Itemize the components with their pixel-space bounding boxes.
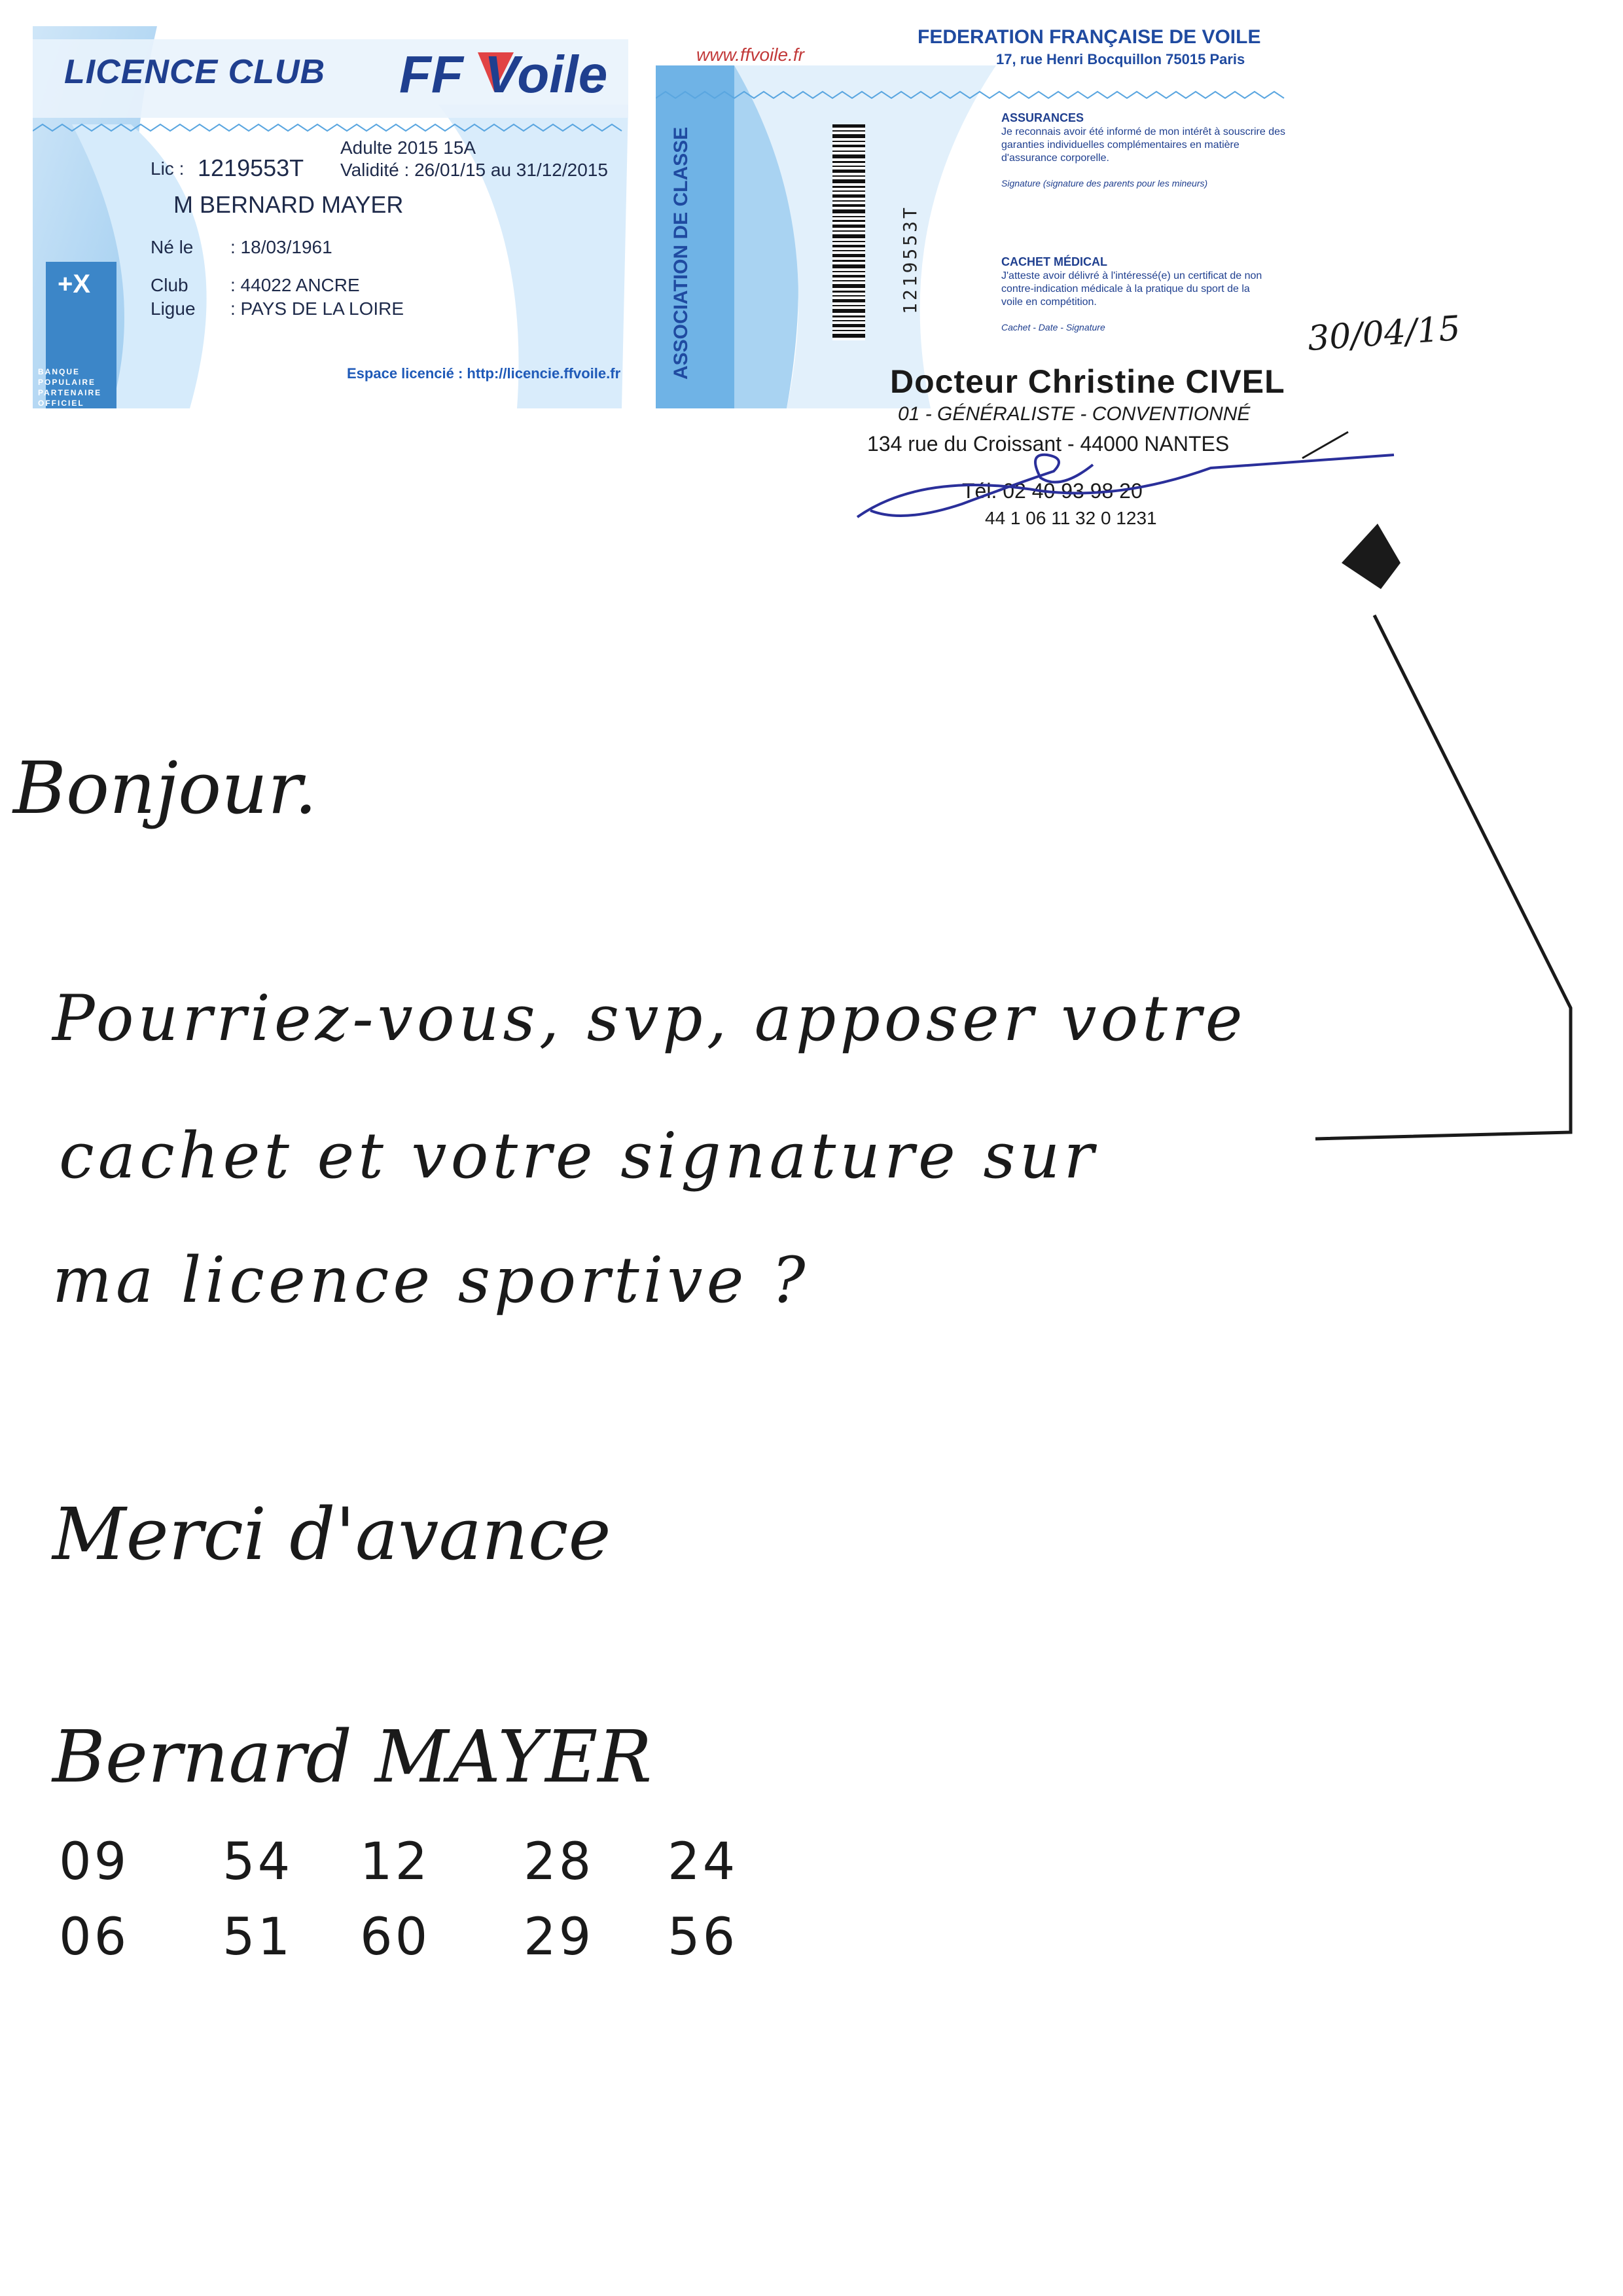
federation-card-background <box>656 26 1297 408</box>
letter-line-2: cachet et votre signature sur <box>59 1119 1098 1193</box>
association-label: ASSOCIATION DE CLASSE <box>670 126 692 380</box>
medical-title: CACHET MÉDICAL <box>1001 255 1107 268</box>
letter-thanks: Merci d'avance <box>52 1492 611 1576</box>
handwritten-date: 30/04/15 <box>1306 308 1462 359</box>
phone-1-part-3: 12 <box>360 1833 431 1892</box>
licence-category: Adulte 2015 15A <box>340 137 476 158</box>
league-label: Ligue <box>151 298 196 319</box>
doctor-stamp-phone: Tél. 02 40 93 98 20 <box>962 479 1143 503</box>
born-value: : 18/03/1961 <box>230 237 332 257</box>
federation-name: FEDERATION FRANÇAISE DE VOILE <box>918 26 1261 48</box>
doctor-signature-scribble <box>844 393 1420 537</box>
licence-number: 1219553T <box>198 154 304 181</box>
federation-card <box>656 26 1297 408</box>
licence-validity: Validité : 26/01/15 au 31/12/2015 <box>340 160 608 180</box>
phone-2-part-1: 06 <box>59 1908 130 1967</box>
phone-1-part-1: 09 <box>59 1833 130 1892</box>
letter-greeting: Bonjour. <box>13 746 317 830</box>
phone-1-part-2: 54 <box>223 1833 293 1892</box>
doctor-stamp-id: 44 1 06 11 32 0 1231 <box>985 508 1157 528</box>
partner-text: BANQUE POPULAIRE PARTENAIRE OFFICIEL <box>38 367 102 408</box>
medical-signature-label: Cachet - Date - Signature <box>1001 322 1105 332</box>
phone-2-part-2: 51 <box>223 1908 293 1967</box>
letter-line-1: Pourriez-vous, svp, apposer votre <box>52 982 1247 1055</box>
holder-name: M BERNARD MAYER <box>173 191 404 218</box>
phone-1-part-5: 24 <box>668 1833 738 1892</box>
insurance-title: ASSURANCES <box>1001 111 1084 124</box>
banque-populaire-logo-icon: +X <box>58 270 91 298</box>
born-label: Né le <box>151 237 194 257</box>
federation-address: 17, rue Henri Bocquillon 75015 Paris <box>996 51 1245 67</box>
doctor-stamp-specialty: 01 - GÉNÉRALISTE - CONVENTIONNÉ <box>898 403 1251 425</box>
doctor-stamp-address: 134 rue du Croissant - 44000 NANTES <box>867 432 1230 456</box>
licence-title: LICENCE CLUB <box>64 53 326 91</box>
arrow-to-stamp-icon <box>1302 524 1590 1178</box>
doctor-stamp-name: Docteur Christine CIVEL <box>890 363 1285 400</box>
licensee-space-link[interactable]: Espace licencié : http://licencie.ffvoile.fr <box>347 365 621 382</box>
league-value: : PAYS DE LA LOIRE <box>230 298 404 319</box>
insurance-text: Je reconnais avoir été informé de mon intérêt à souscrire des garanties individuelles complémentaires en matière d'assurance corporelle. <box>1001 126 1285 164</box>
ffvoile-website-link[interactable]: www.ffvoile.fr <box>696 45 804 65</box>
medical-text: J'atteste avoir délivré à l'intéressé(e) un certificat de non contre-indication médicale à la pratique du sport de la voile en compétition. <box>1001 270 1262 308</box>
phone-1-part-4: 28 <box>524 1833 594 1892</box>
club-label: Club <box>151 275 188 295</box>
club-value: : 44022 ANCRE <box>230 275 360 295</box>
licence-number-label: Lic : <box>151 158 185 179</box>
letter-line-3: ma licence sportive ? <box>52 1244 810 1317</box>
licence-card <box>33 26 628 408</box>
ffvoile-logo-ff: FF <box>399 45 463 103</box>
phone-2-part-5: 56 <box>668 1908 738 1967</box>
phone-2-part-4: 29 <box>524 1908 594 1967</box>
phone-2-part-3: 60 <box>360 1908 431 1967</box>
insurance-signature-label: Signature (signature des parents pour les mineurs) <box>1001 178 1208 188</box>
barcode-icon <box>832 124 865 340</box>
ffvoile-logo-voile: Voile <box>484 45 608 103</box>
letter-signature: Bernard MAYER <box>52 1715 652 1799</box>
barcode-number: 1219553T <box>899 205 921 314</box>
